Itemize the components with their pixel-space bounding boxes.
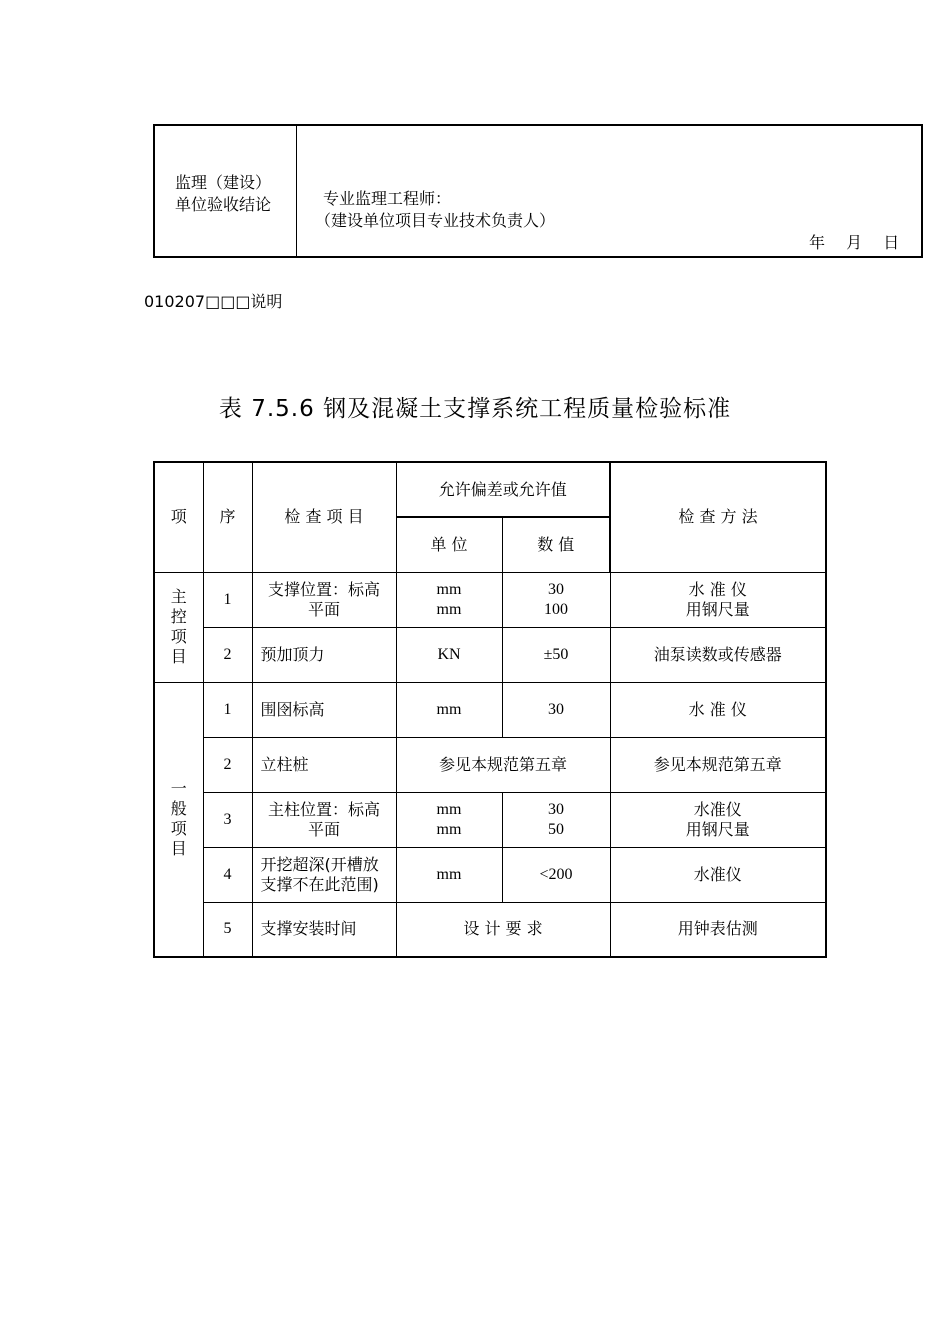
value-cell [502,792,610,847]
date-line [809,230,913,253]
acceptance-conclusion-box [153,124,923,258]
item-cell [252,847,396,902]
value-cell: ±50 [502,627,610,682]
date-month: 月 [846,233,865,252]
unit-line2: mm [436,820,462,838]
item-cell: 预加顶力 [252,627,396,682]
unit-cell: KN [396,627,502,682]
main-category-char: 控 [170,607,187,626]
header-row-1 [154,462,826,517]
item-cell [252,792,396,847]
header-item: 检 查 项 目 [252,462,396,572]
conclusion-label-cell [155,126,297,256]
table-row [154,627,826,682]
table-title: 表 7.5.6 钢及混凝土支撑系统工程质量检验标准 [218,396,732,422]
unit-cell: mm [396,847,502,902]
conclusion-label [175,172,271,216]
value-cell [502,572,610,627]
header-method: 检 查 方 法 [610,462,826,572]
item-line2: 平面 [307,819,340,839]
general-category-cell [154,682,203,957]
method-cell: 参见本规范第五章 [610,737,826,792]
value-line2: 50 [548,820,564,838]
table-row [154,737,826,792]
method-cell [610,792,826,847]
explanation-note: 010207□□□说明 [144,292,283,311]
header-category: 项 [154,462,203,572]
header-tolerance: 允许偏差或允许值 [396,462,610,517]
date-year: 年 [809,233,828,252]
method-line2: 用钢尺量 [685,599,750,619]
engineer-label: 专业监理工程师： [323,189,452,208]
method-cell: 用钟表估测 [610,902,826,957]
seq-cell: 3 [203,792,252,847]
main-category-char: 目 [170,647,187,666]
seq-cell: 1 [203,572,252,627]
value-cell: 30 [502,682,610,737]
table-row [154,792,826,847]
table-row [154,847,826,902]
method-cell: 油泵读数或传感器 [610,627,826,682]
item-cell: 支撑安装时间 [252,902,396,957]
method-cell [610,572,826,627]
header-value: 数 值 [502,517,610,572]
header-seq: 序 [203,462,252,572]
item-cell [252,572,396,627]
general-category-char: 目 [170,839,187,859]
owner-label: （建设单位项目专业技术负责人） [315,211,556,230]
main-category-char: 项 [170,627,187,646]
unit-cell [396,572,502,627]
item-line1: 主柱位置：标高 [267,799,380,819]
method-line1: 水 准 仪 [688,579,747,599]
date-day: 日 [883,233,902,252]
value-line1: 30 [548,580,564,598]
header-unit: 单 位 [396,517,502,572]
table-row [154,902,826,957]
unit-line1: mm [436,800,462,818]
item-line2: 支撑不在此范围) [260,874,379,894]
unit-cell [396,792,502,847]
item-line2: 平面 [307,599,340,619]
unit-line1: mm [436,580,462,598]
table-row [154,572,826,627]
seq-cell: 4 [203,847,252,902]
value-cell: <200 [502,847,610,902]
value-line1: 30 [548,800,564,818]
merged-tolerance-cell: 参见本规范第五章 [396,737,610,792]
table-row [154,682,826,737]
quality-standard-table [153,461,827,958]
method-line2: 用钢尺量 [685,819,750,839]
value-line2: 100 [544,600,568,618]
method-line1: 水准仪 [693,799,742,819]
item-cell: 围囹标高 [252,682,396,737]
seq-cell: 2 [203,737,252,792]
merged-tolerance-cell: 设 计 要 求 [396,902,610,957]
general-category-char: 项 [170,819,187,839]
method-cell: 水 准 仪 [610,682,826,737]
unit-line2: mm [436,600,462,618]
unit-cell: mm [396,682,502,737]
main-category-char: 主 [170,587,187,606]
seq-cell: 5 [203,902,252,957]
item-line1: 支撑位置：标高 [267,579,380,599]
general-category-char: 一 [170,779,187,799]
main-category-cell [154,572,203,682]
item-cell: 立柱桩 [252,737,396,792]
conclusion-label-line2: 单位验收结论 [175,195,272,214]
method-cell: 水准仪 [610,847,826,902]
seq-cell: 1 [203,682,252,737]
conclusion-label-line1: 监理（建设） [175,173,272,192]
item-line1: 开挖超深(开槽放 [260,854,379,874]
seq-cell: 2 [203,627,252,682]
general-category-char: 般 [170,799,187,819]
